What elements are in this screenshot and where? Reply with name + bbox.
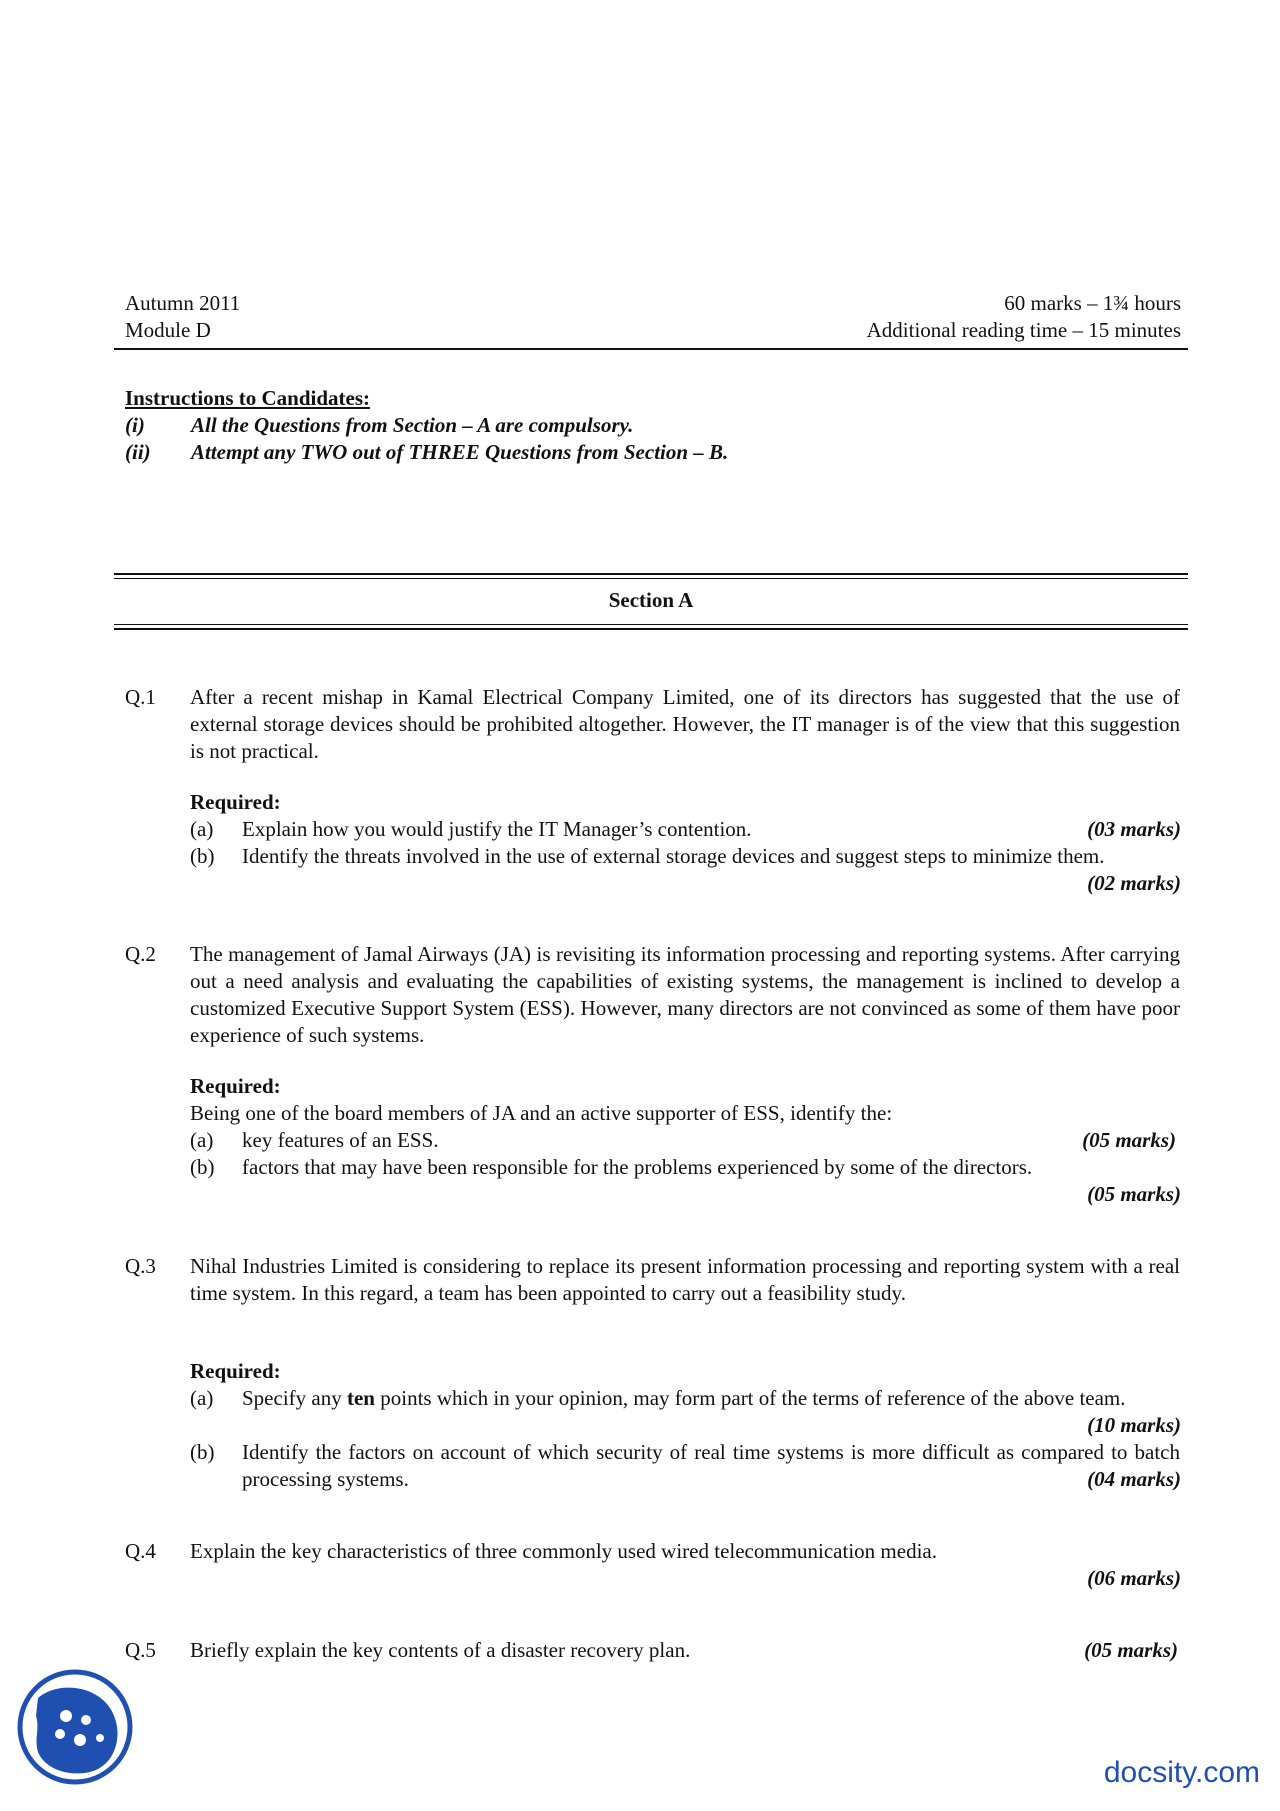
- question-number: Q.5: [125, 1638, 156, 1662]
- header-divider: [114, 348, 1188, 350]
- part-label: (b): [190, 1440, 215, 1464]
- required-intro: Being one of the board members of JA and an active supporter of ESS, identify the:: [190, 1101, 893, 1125]
- marks-label: (02 marks): [1087, 871, 1181, 895]
- marks-label: (10 marks): [1087, 1413, 1181, 1437]
- question-text: The management of Jamal Airways (JA) is revisiting its information processing and reporting systems. After carrying out a need analysis and evaluating the capabilities of existing systems, the management is inclined to develop a customized Executive Support System (ESS). However, many directors are not convinced as some of them have poor experience of such systems.: [190, 942, 1180, 1047]
- marks-label: (05 marks): [1087, 1182, 1181, 1206]
- question-text: Explain the key characteristics of three commonly used wired telecommunication media.: [190, 1539, 937, 1563]
- question-text: Nihal Industries Limited is considering to replace its present information processing and reporting system with a real time system. In this regard, a team has been appointed to carry out a feasibility study.: [190, 1254, 1180, 1305]
- question-text: Briefly explain the key contents of a disaster recovery plan.: [190, 1638, 691, 1662]
- marks-label: (05 marks): [1084, 1638, 1178, 1662]
- marks-label: (04 marks): [1087, 1467, 1181, 1491]
- instruction-text: All the Questions from Section – A are compulsory.: [191, 413, 634, 437]
- part-label: (a): [190, 1386, 214, 1410]
- required-label: Required:: [190, 790, 281, 814]
- question-number: Q.1: [125, 685, 156, 709]
- part-text-before: Specify any: [242, 1386, 342, 1410]
- part-text: [242, 1385, 1180, 1412]
- section-divider-bottom-1: [114, 624, 1188, 625]
- question-number: Q.2: [125, 942, 156, 966]
- question-number: Q.3: [125, 1254, 156, 1278]
- part-text: factors that may have been responsible for the problems experienced by some of the directors.: [242, 1155, 1033, 1179]
- marks-duration: 60 marks – 1¾ hours: [1004, 291, 1181, 315]
- section-title: Section A: [608, 588, 694, 612]
- instruction-number: (i): [125, 413, 145, 437]
- section-divider-top-2: [114, 578, 1188, 579]
- marks-label: (05 marks): [1082, 1128, 1176, 1152]
- part-text: Identify the factors on account of which security of real time systems is more difficult as compared to batch processing systems.: [242, 1440, 1180, 1491]
- part-text-after: points which in your opinion, may form part of the terms of reference of the above team.: [380, 1386, 1126, 1410]
- part-label: (b): [190, 844, 215, 868]
- reading-time: Additional reading time – 15 minutes: [866, 318, 1181, 342]
- part-text: Identify the threats involved in the use of external storage devices and suggest steps to minimize them.: [242, 844, 1105, 868]
- question-text: After a recent mishap in Kamal Electrical Company Limited, one of its directors has suggested that the use of external storage devices should be prohibited altogether. However, the IT manager is of the view that this suggestion is not practical.: [190, 685, 1180, 763]
- question-number: Q.4: [125, 1539, 156, 1563]
- required-label: Required:: [190, 1359, 281, 1383]
- docsity-watermark[interactable]: docsity.com: [1103, 1756, 1260, 1789]
- required-label: Required:: [190, 1074, 281, 1098]
- header-row-1: [125, 290, 1181, 317]
- exam-session: Autumn 2011: [125, 291, 241, 315]
- section-divider-top-1: [114, 573, 1188, 575]
- section-divider-bottom-2: [114, 628, 1188, 630]
- part-label: (b): [190, 1155, 215, 1179]
- part-label: (a): [190, 1128, 214, 1152]
- header-row-2: [125, 317, 1181, 344]
- instructions-title: Instructions to Candidates:: [125, 386, 371, 410]
- part-text-emphasis: ten: [346, 1386, 375, 1410]
- instruction-number: (ii): [125, 440, 151, 464]
- part-text: Explain how you would justify the IT Manager’s contention.: [242, 817, 752, 841]
- docsity-logo-icon: [16, 1668, 134, 1786]
- marks-label: (06 marks): [1087, 1566, 1181, 1590]
- marks-label: (03 marks): [1087, 817, 1181, 841]
- part-label: (a): [190, 817, 214, 841]
- instruction-text: Attempt any TWO out of THREE Questions from Section – B.: [191, 440, 729, 464]
- part-text: key features of an ESS.: [242, 1128, 439, 1152]
- module-name: Module D: [125, 318, 211, 342]
